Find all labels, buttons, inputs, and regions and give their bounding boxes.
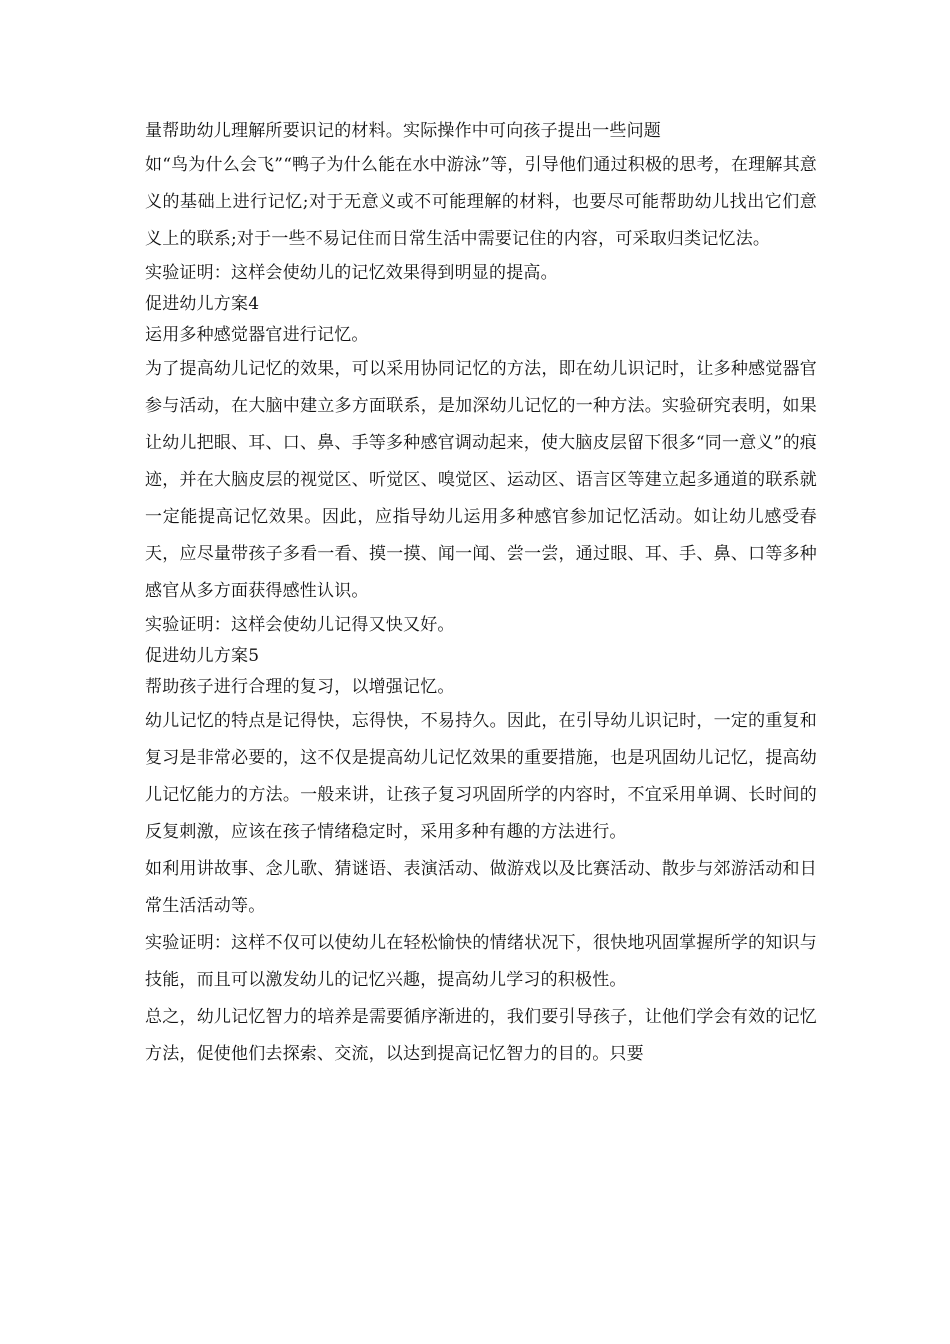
section-heading-plan-5: 促进幼儿方案5 bbox=[145, 646, 260, 666]
paragraph-11: 总之，幼儿记忆智力的培养是需要循序渐进的，我们要引导孩子，让他们学会有效的记忆方法，促使他们去探索、交流，以达到提高记忆智力的目的。只要 bbox=[145, 1007, 817, 1064]
section-heading-plan-4: 促进幼儿方案4 bbox=[145, 294, 260, 314]
paragraph-6: 实验证明：这样会使幼儿记得又快又好。 bbox=[145, 615, 455, 635]
document-body bbox=[145, 116, 817, 1073]
paragraph-2: 如“鸟为什么会飞”“鸭子为什么能在水中游泳”等，引导他们通过积极的思考，在理解其意义的基础上进行记忆;对于无意义或不可能理解的材料，也要尽可能帮助幼儿找出它们意义上的联系;对于一些不易记住而日常生活中需要记住的内容，可采取归类记忆法。 bbox=[145, 155, 817, 249]
paragraph-8: 幼儿记忆的特点是记得快，忘得快，不易持久。因此，在引导幼儿识记时，一定的重复和复习是非常必要的，这不仅是提高幼儿记忆效果的重要措施，也是巩固幼儿记忆，提高幼儿记忆能力的方法。一般来讲，让孩子复习巩固所学的内容时，不宜采用单调、长时间的反复刺激，应该在孩子情绪稳定时，采用多种有趣的方法进行。 bbox=[145, 711, 817, 842]
paragraph-3: 实验证明：这样会使幼儿的记忆效果得到明显的提高。 bbox=[145, 263, 558, 283]
paragraph-1: 量帮助幼儿理解所要识记的材料。实际操作中可向孩子提出一些问题 bbox=[145, 121, 661, 141]
paragraph-10: 实验证明：这样不仅可以使幼儿在轻松愉快的情绪状况下，很快地巩固掌握所学的知识与技能，而且可以激发幼儿的记忆兴趣，提高幼儿学习的积极性。 bbox=[145, 933, 817, 990]
paragraph-4: 运用多种感觉器官进行记忆。 bbox=[145, 325, 369, 345]
paragraph-9: 如利用讲故事、念儿歌、猜谜语、表演活动、做游戏以及比赛活动、散步与郊游活动和日常生活活动等。 bbox=[145, 859, 817, 916]
paragraph-5: 为了提高幼儿记忆的效果，可以采用协同记忆的方法，即在幼儿识记时，让多种感觉器官参与活动，在大脑中建立多方面联系，是加深幼儿记忆的一种方法。实验研究表明，如果让幼儿把眼、耳、口、鼻、手等多种感官调动起来，使大脑皮层留下很多“同一意义”的痕迹，并在大脑皮层的视觉区、听觉区、嗅觉区、运动区、语言区等建立起多通道的联系就一定能提高记忆效果。因此，应指导幼儿运用多种感官参加记忆活动。如让幼儿感受春天，应尽量带孩子多看一看、摸一摸、闻一闻、尝一尝，通过眼、耳、手、鼻、口等多种感官从多方面获得感性认识。 bbox=[145, 359, 817, 601]
paragraph-7: 帮助孩子进行合理的复习，以增强记忆。 bbox=[145, 677, 455, 697]
